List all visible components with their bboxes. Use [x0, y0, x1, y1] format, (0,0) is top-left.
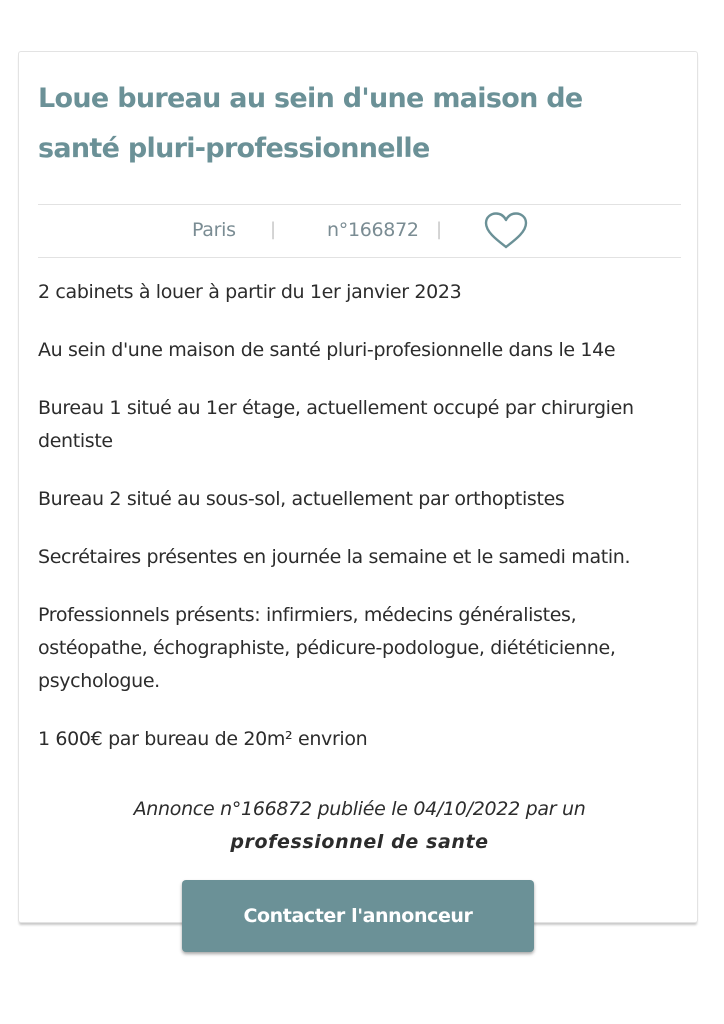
description-paragraph: Professionnels présents: infirmiers, médecins généralistes, ostéopathe, échographiste, pédicure-podologue, diététicienne, psychologue.	[38, 604, 616, 692]
description-paragraph: Secrétaires présentes en journée la semaine et le samedi matin.	[38, 546, 631, 568]
description-paragraph: Au sein d'une maison de santé pluri-profesionnelle dans le 14e	[38, 339, 616, 361]
meta-separator: |	[270, 219, 277, 240]
description-paragraph: Bureau 1 situé au 1er étage, actuellement occupé par chirurgien dentiste	[38, 397, 634, 452]
listing-description	[38, 276, 683, 781]
publication-text: Annonce n°166872 publiée le 04/10/2022 par un	[133, 798, 586, 820]
contact-advertiser-button[interactable]: Contacter l'annonceur	[182, 880, 534, 952]
listing-title: Loue bureau au sein d'une maison de santé pluri-professionnelle	[38, 83, 583, 164]
publication-note	[38, 793, 681, 859]
listing-meta-bar	[38, 204, 681, 258]
description-paragraph: 1 600€ par bureau de 20m² envrion	[38, 728, 368, 750]
listing-reference: n°166872	[327, 219, 419, 241]
author-type: professionnel de sante	[230, 831, 489, 853]
listing-card	[18, 51, 698, 923]
meta-separator: |	[436, 219, 443, 240]
listing-city: Paris	[192, 219, 236, 241]
heart-icon[interactable]	[483, 211, 529, 251]
description-paragraph: Bureau 2 situé au sous-sol, actuellement par orthoptistes	[38, 488, 565, 510]
description-paragraph: 2 cabinets à louer à partir du 1er janvier 2023	[38, 281, 462, 303]
